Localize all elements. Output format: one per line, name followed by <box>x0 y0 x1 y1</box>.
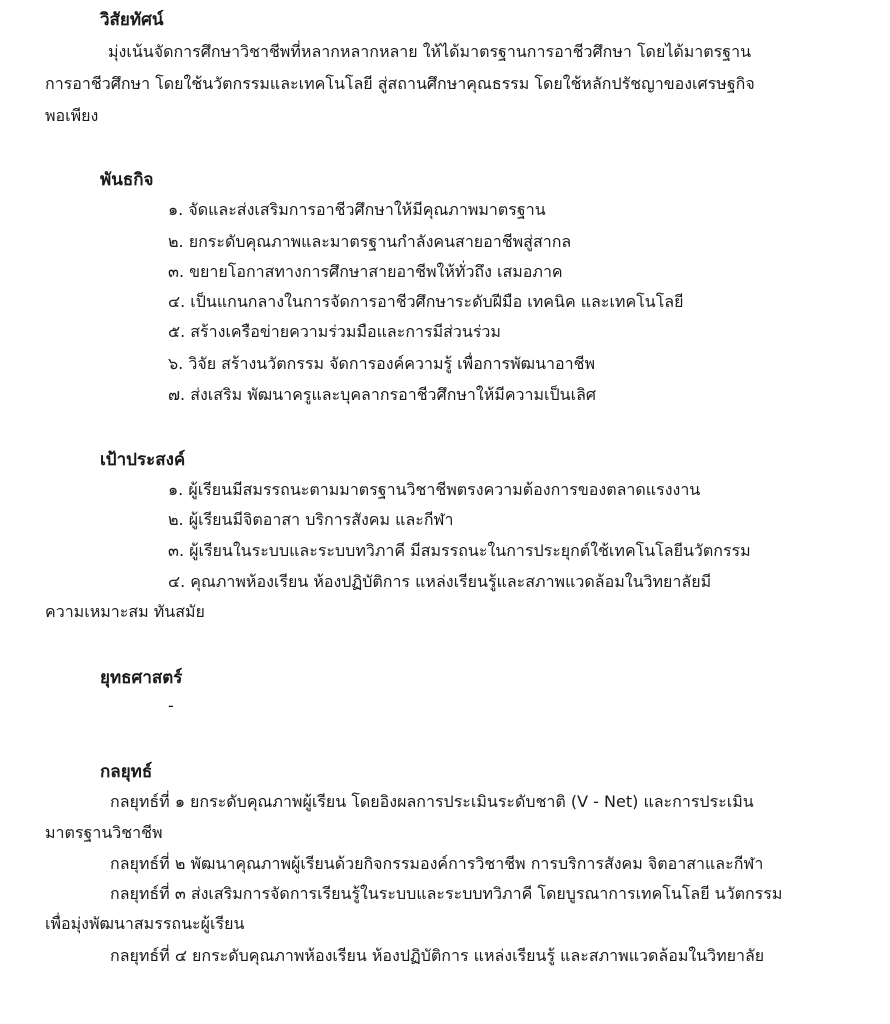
objective-item-2: ๒. ผู้เรียนมีจิตอาสา บริการสังคม และกีฬา <box>168 510 454 529</box>
vision-line-3: พอเพียง <box>45 106 99 125</box>
mission-item-6: ๖. วิจัย สร้างนวัตกรรม จัดการองค์ความรู้ เพื่อการพัฒนาอาชีพ <box>168 354 595 373</box>
vision-heading: วิสัยทัศน์ <box>100 10 164 30</box>
strategy-dash: - <box>168 696 174 715</box>
tactic-1-line-2: มาตรฐานวิชาชีพ <box>45 823 163 842</box>
vision-line-1: มุ่งเน้นจัดการศึกษาวิชาชีพที่หลากหลากหลาย ให้ได้มาตรฐานการอาชีวศึกษา โดยได้มาตรฐาน <box>108 42 752 61</box>
mission-item-5: ๕. สร้างเครือข่ายความร่วมมือและการมีส่วนร่วม <box>168 322 501 341</box>
objective-item-3: ๓. ผู้เรียนในระบบและระบบทวิภาคี มีสมรรถนะในการประยุกต์ใช้เทคโนโลยีนวัตกรรม <box>168 541 751 560</box>
mission-item-2: ๒. ยกระดับคุณภาพและมาตรฐานกำลังคนสายอาชีพสู่สากล <box>168 232 572 251</box>
tactic-3-line-1: กลยุทธ์ที่ ๓ ส่งเสริมการจัดการเรียนรู้ในระบบและระบบทวิภาคี โดยบูรณาการเทคโนโลยี นวัตกรรม <box>110 884 783 903</box>
vision-line-2: การอาชีวศึกษา โดยใช้นวัตกรรมและเทคโนโลยี สู่สถานศึกษาคุณธรรม โดยใช้หลักปรัชญาของเศรษฐกิจ <box>45 74 755 93</box>
mission-item-1: ๑. จัดและส่งเสริมการอาชีวศึกษาให้มีคุณภาพมาตรฐาน <box>168 200 546 219</box>
objective-item-4: ๔. คุณภาพห้องเรียน ห้องปฏิบัติการ แหล่งเรียนรู้และสภาพแวดล้อมในวิทยาลัยมี <box>168 572 712 591</box>
tactic-2-line-1: กลยุทธ์ที่ ๒ พัฒนาคุณภาพผู้เรียนด้วยกิจกรรมองค์การวิชาชีพ การบริการสังคม จิตอาสาและกีฬา <box>110 854 764 873</box>
mission-heading: พันธกิจ <box>100 170 154 190</box>
tactic-4-line-1: กลยุทธ์ที่ ๔ ยกระดับคุณภาพห้องเรียน ห้องปฏิบัติการ แหล่งเรียนรู้ และสภาพแวดล้อมในวิทยาลัย <box>110 946 765 965</box>
tactic-3-line-2: เพื่อมุ่งพัฒนาสมรรถนะผู้เรียน <box>45 914 245 933</box>
mission-item-7: ๗. ส่งเสริม พัฒนาครูและบุคลากรอาชีวศึกษาให้มีความเป็นเลิศ <box>168 385 597 404</box>
tactic-1-line-1: กลยุทธ์ที่ ๑ ยกระดับคุณภาพผู้เรียน โดยอิงผลการประเมินระดับชาติ (V - Net) และการประเมิน <box>110 792 754 811</box>
mission-item-4: ๔. เป็นแกนกลางในการจัดการอาชีวศึกษาระดับฝีมือ เทคนิค และเทคโนโลยี <box>168 292 684 311</box>
strategy-heading: ยุทธศาสตร์ <box>100 668 183 688</box>
mission-item-3: ๓. ขยายโอกาสทางการศึกษาสายอาชีพให้ทั่วถึง เสมอภาค <box>168 262 563 281</box>
objectives-heading: เป้าประสงค์ <box>100 450 186 470</box>
objective-item-4-continuation: ความเหมาะสม ทันสมัย <box>45 602 205 621</box>
objective-item-1: ๑. ผู้เรียนมีสมรรถนะตามมาตรฐานวิชาชีพตรงความต้องการของตลาดแรงงาน <box>168 480 701 499</box>
tactics-heading: กลยุทธ์ <box>100 762 153 782</box>
